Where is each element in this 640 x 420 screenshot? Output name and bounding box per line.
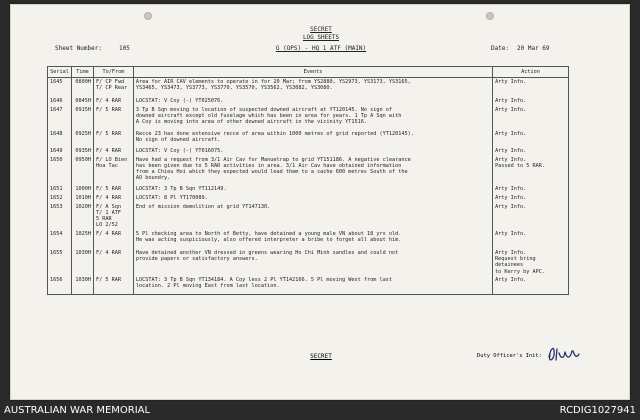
- serial-cell: 1647: [50, 106, 63, 113]
- time-cell: 1020H: [75, 203, 91, 210]
- events-cell: 5 Pl checking area to North of Betty, have detained a young male VN about 18 yrs old. He was acting suspiciously, also offered interpreter a bribe to forget all about him.: [135, 230, 402, 243]
- punch-hole: [486, 12, 494, 20]
- tofrom-cell: F/ 4 RAR: [95, 147, 121, 154]
- log-row: [48, 203, 569, 230]
- events-cell: Recce 23 has done extensive recce of area within 1000 metres of grid reported (YT120145). No sign of downed aircraft.: [135, 130, 414, 143]
- time-cell: 1010H: [75, 194, 91, 201]
- serial-cell: 1654: [50, 230, 63, 237]
- log-row: [48, 106, 569, 130]
- archive-name: AUSTRALIAN WAR MEMORIAL: [4, 405, 151, 416]
- events-cell: End of mission demolition at grid YT147130.: [135, 203, 271, 210]
- events-cell: Have detained another VN dressed in greens wearing Ho Chi Minh sandles and could not provide papers or satisfactory answers.: [135, 249, 399, 262]
- tofrom-cell: F/ CP Fwd T/ CP Rear: [95, 79, 128, 92]
- time-cell: 1030H: [75, 276, 91, 283]
- tofrom-cell: F/ A Sqn T/ 1 ATF 5 RAR LO 2/52: [95, 203, 121, 229]
- time-cell: 1025H: [75, 230, 91, 237]
- log-row: [48, 249, 569, 276]
- column-header: Action: [493, 67, 569, 78]
- tofrom-cell: F/ 5 RAR: [95, 276, 121, 283]
- log-table: [47, 66, 569, 295]
- action-cell: Arty Info.: [495, 147, 527, 154]
- serial-cell: 1648: [50, 130, 63, 137]
- events-cell: 3 Tp B Sqn moving to location of suspected downed aircraft at YT120145. No sign of downed aircraft except old fuselage which has been in area for years. 1 Tp A Sqn with A Coy is moving into area of other downed aircraft in the vicinity YT1516.: [135, 106, 402, 126]
- action-cell: Arty Info.: [495, 230, 527, 237]
- events-cell: Have had a request from 3/1 Air Cav for Manuetrap to grid YT151186. A negative clearance has been given due to 5 RAR activities in area. 3/1 Air Cav have obtained information from a Chieu Hoi which they expected would lead them to a cache 600 metres South of the AO boundry.: [135, 156, 411, 182]
- tofrom-cell: F/ 5 RAR: [95, 130, 121, 137]
- serial-cell: 1656: [50, 276, 63, 283]
- sheet-number-label: Sheet Number:: [55, 45, 102, 52]
- signature-initials: [543, 343, 583, 365]
- log-row: [48, 78, 569, 97]
- events-cell: LOCSTAT: 3 Tp B Sqn YT134184. A Coy less 2 Pl YT142166. 5 Pl moving West from last location. 2 Pl moving East from last location.: [135, 276, 393, 290]
- duty-officer-label: Duty Officer's Init:: [477, 353, 542, 359]
- action-cell: Arty Info.: [495, 194, 527, 201]
- events-cell: LOCSTAT: 3 Tp B Sqn YT112149.: [135, 185, 227, 192]
- log-sheet-page: [10, 4, 630, 400]
- time-cell: 1000H: [75, 185, 91, 192]
- events-cell: LOCSTAT: 8 Pl YT170089.: [135, 194, 208, 201]
- time-cell: 1030H: [75, 249, 91, 256]
- column-header: Events: [133, 67, 492, 78]
- tofrom-cell: F/ LO Bien Hoa Tac: [95, 156, 128, 169]
- punch-hole: [144, 12, 152, 20]
- archive-reference: RCDIG1027941: [559, 405, 636, 416]
- tofrom-cell: F/ 4 RAR: [95, 97, 121, 104]
- log-title: LOG SHEETS: [302, 34, 340, 41]
- log-row: [48, 130, 569, 147]
- time-cell: 0915H: [75, 106, 91, 113]
- time-cell: 0935H: [75, 147, 91, 154]
- tofrom-cell: F/ 4 RAR: [95, 230, 121, 237]
- sheet-number: 105: [119, 45, 130, 52]
- serial-cell: 1652: [50, 194, 63, 201]
- action-cell: Arty Info.: [495, 130, 527, 137]
- time-cell: 0845H: [75, 97, 91, 104]
- serial-cell: 1646: [50, 97, 63, 104]
- action-cell: Arty Info. Request bring detainees to Kerry by APC.: [495, 249, 546, 275]
- tofrom-cell: F/ 4 RAR: [95, 194, 121, 201]
- column-header: Serial: [48, 67, 72, 78]
- tofrom-cell: F/ 5 RAR: [95, 185, 121, 192]
- log-row: [48, 276, 569, 295]
- table-header-row: [48, 67, 569, 78]
- unit-name: G (OPS) - HQ 1 ATF (MAIN): [275, 45, 367, 52]
- serial-cell: 1653: [50, 203, 63, 210]
- time-cell: 0950H: [75, 156, 91, 163]
- time-cell: 0800H: [75, 79, 91, 85]
- log-row: [48, 185, 569, 194]
- serial-cell: 1651: [50, 185, 63, 192]
- tofrom-cell: F/ 5 RAR: [95, 106, 121, 113]
- action-cell: Arty Info.: [495, 203, 527, 210]
- classification-top: SECRET: [310, 26, 332, 33]
- log-row: [48, 147, 569, 156]
- action-cell: Arty Info.: [495, 185, 527, 192]
- action-cell: Arty Info.: [495, 106, 527, 113]
- serial-cell: 1650: [50, 156, 63, 163]
- column-header: Time: [71, 67, 93, 78]
- serial-cell: 1649: [50, 147, 63, 154]
- log-row: [48, 156, 569, 185]
- classification-bottom: SECRET: [310, 353, 332, 360]
- events-cell: Area for AIR CAV elements to operate in for 20 Mar; from YS2880, YS2973, YS3173, YS3165, YS3465, YS3473, YS3773, YS3770, YS3570, YS3562, YS3082, YS3080.: [135, 79, 411, 92]
- date-value: 20 Mar 69: [517, 45, 550, 52]
- serial-cell: 1655: [50, 249, 63, 256]
- events-cell: LOCSTAT: V Coy (-) YT025076.: [135, 97, 224, 104]
- archive-footer: [0, 402, 640, 420]
- action-cell: Arty Info.: [495, 97, 527, 104]
- column-header: To/From: [93, 67, 133, 78]
- date-label: Date:: [491, 45, 510, 52]
- log-row: [48, 194, 569, 203]
- log-row: [48, 97, 569, 106]
- action-cell: Arty Info. Passed to 5 RAR.: [495, 156, 546, 169]
- action-cell: Arty Info.: [495, 79, 527, 85]
- serial-cell: 1645: [50, 79, 63, 85]
- action-cell: Arty Info.: [495, 276, 527, 283]
- log-row: [48, 230, 569, 249]
- tofrom-cell: F/ 4 RAR: [95, 249, 121, 256]
- time-cell: 0925H: [75, 130, 91, 137]
- events-cell: LOCSTAT: V Coy (-) YT016075.: [135, 147, 224, 154]
